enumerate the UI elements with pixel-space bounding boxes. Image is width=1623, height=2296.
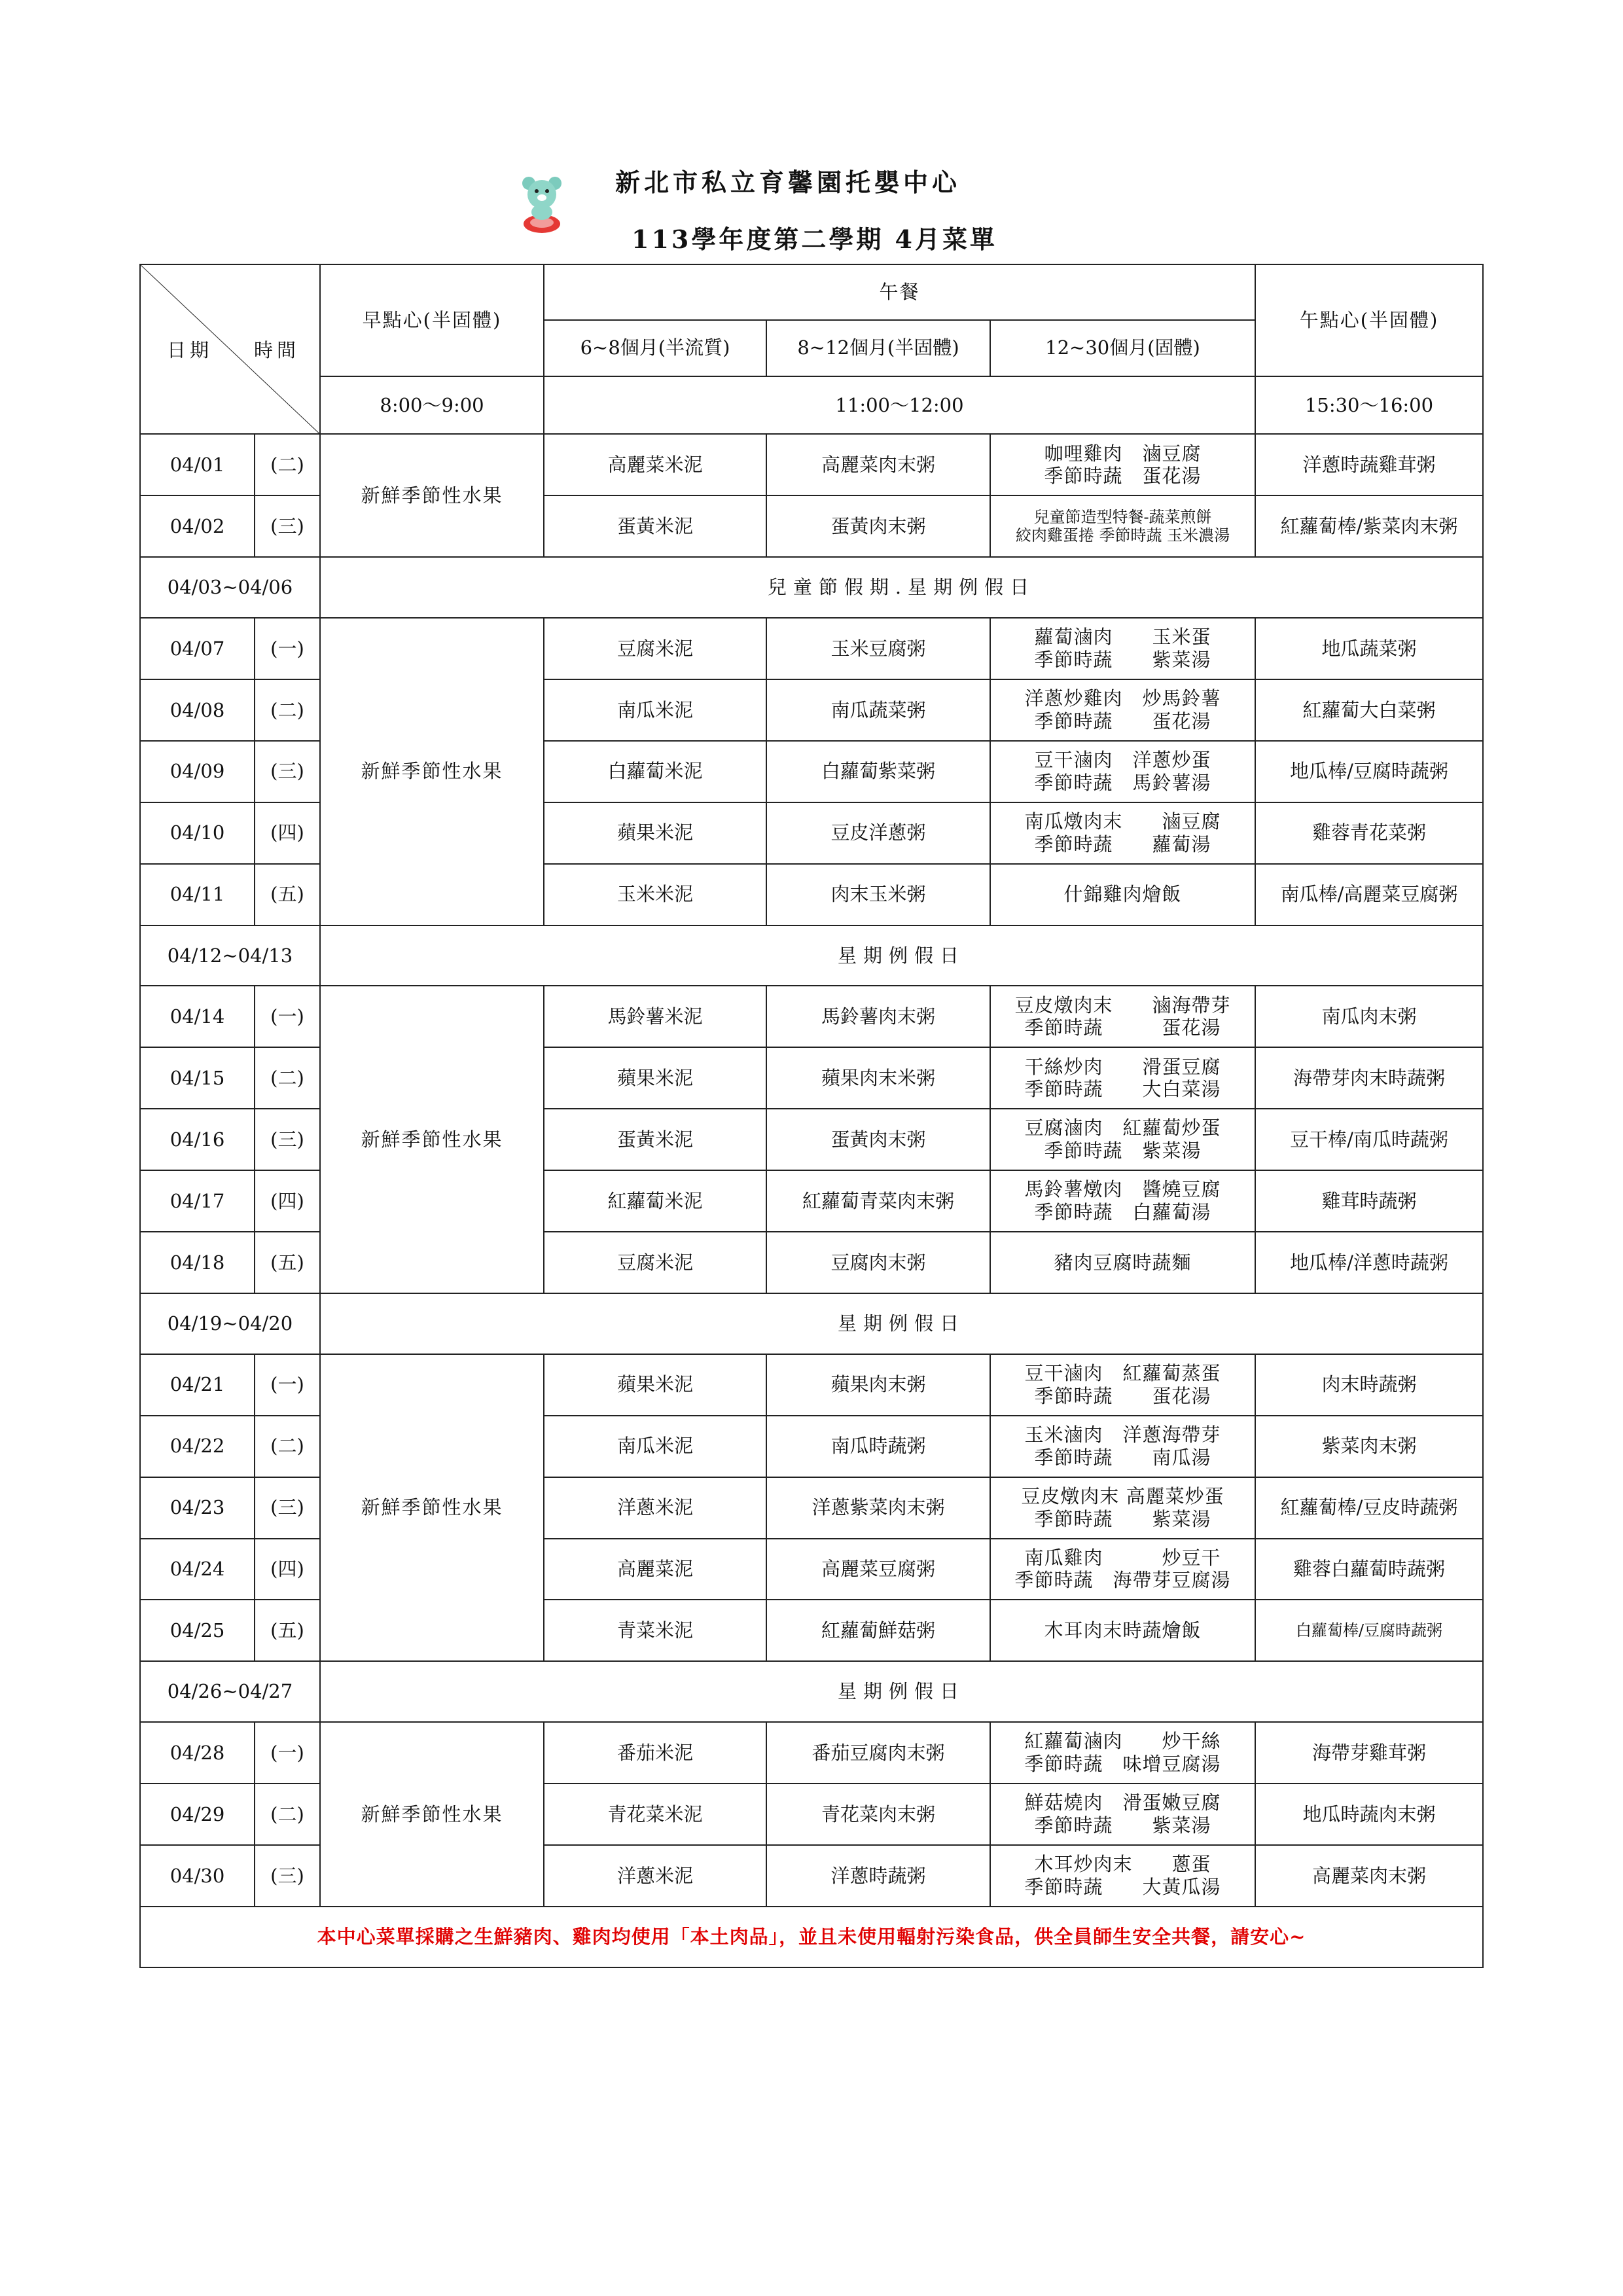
lunch-12-30-cell bbox=[990, 1722, 1255, 1784]
row-date: 04/28 bbox=[140, 1722, 255, 1784]
afternoon-snack-cell: 雞蓉白蘿蔔時蔬粥 bbox=[1255, 1539, 1483, 1600]
lunch-8-12-cell: 豆皮洋蔥粥 bbox=[766, 802, 990, 864]
row-date: 04/16 bbox=[140, 1109, 255, 1170]
bear-logo-icon bbox=[516, 171, 568, 237]
lunch-8-12-cell: 豆腐肉末粥 bbox=[766, 1232, 990, 1293]
row-weekday: (二) bbox=[255, 679, 320, 741]
lunch-12-30-line: 季節時蔬 蛋花湯 bbox=[1034, 709, 1211, 732]
menu-table bbox=[139, 264, 1484, 1968]
lunch-12-30-line: 豆皮燉肉末 高麗菜炒蛋 bbox=[1021, 1484, 1224, 1507]
afternoon-time: 15:30～16:00 bbox=[1255, 376, 1483, 435]
menu-row bbox=[140, 618, 1483, 679]
lunch-12-30-line: 馬鈴薯燉肉 醬燒豆腐 bbox=[1024, 1178, 1221, 1201]
row-weekday: (三) bbox=[255, 1845, 320, 1907]
lunch-8-12-cell: 白蘿蔔紫菜粥 bbox=[766, 741, 990, 802]
lunch-12-30-line: 季節時蔬 蛋花湯 bbox=[1034, 1384, 1211, 1407]
lunch-12-30-line: 紅蘿蔔滷肉 炒干絲 bbox=[1024, 1730, 1221, 1753]
lunch-12-30-line: 季節時蔬 蛋花湯 bbox=[1044, 465, 1202, 488]
morning-fruit-cell: 新鮮季節性水果 bbox=[320, 434, 544, 557]
time-label: 時間 bbox=[253, 338, 300, 361]
row-weekday: (五) bbox=[255, 864, 320, 925]
row-weekday: (一) bbox=[255, 618, 320, 679]
lunch-8-12-cell: 蘋果肉末米粥 bbox=[766, 1047, 990, 1109]
header-row-3 bbox=[140, 376, 1483, 435]
lunch-12-30-cell bbox=[990, 434, 1255, 495]
row-weekday: (四) bbox=[255, 1539, 320, 1600]
lunch-8-12-cell: 南瓜蔬菜粥 bbox=[766, 679, 990, 741]
lunch-12-30-line: 季節時蔬 海帶芽豆腐湯 bbox=[1014, 1569, 1231, 1592]
afternoon-snack-cell: 南瓜肉末粥 bbox=[1255, 986, 1483, 1047]
lunch-12-30-line: 季節時蔬 紫菜湯 bbox=[1034, 1507, 1211, 1530]
row-weekday: (四) bbox=[255, 1170, 320, 1232]
lunch-12-30-cell bbox=[990, 1109, 1255, 1170]
lunch-8-12-cell: 馬鈴薯肉末粥 bbox=[766, 986, 990, 1047]
lunch-12-30-cell bbox=[990, 1600, 1255, 1661]
lunch-12-30-line: 季節時蔬 大白菜湯 bbox=[1024, 1078, 1221, 1101]
lunch-12-30-line: 季節時蔬 紫菜湯 bbox=[1034, 1814, 1211, 1837]
afternoon-snack-cell: 紫菜肉末粥 bbox=[1255, 1416, 1483, 1477]
afternoon-snack-cell: 雞蓉青花菜粥 bbox=[1255, 802, 1483, 864]
school-name: 新北市私立育馨園托嬰中心 bbox=[615, 168, 961, 197]
row-weekday: (五) bbox=[255, 1232, 320, 1293]
afternoon-snack-header: 午點心(半固體) bbox=[1255, 264, 1483, 376]
lunch-12-30-line: 季節時蔬 紫菜湯 bbox=[1044, 1139, 1202, 1162]
row-weekday: (二) bbox=[255, 1416, 320, 1477]
lunch-12-30-cell bbox=[990, 1170, 1255, 1232]
menu-row bbox=[140, 434, 1483, 495]
row-weekday: (三) bbox=[255, 495, 320, 557]
lunch-8-12-cell: 蘋果肉末粥 bbox=[766, 1354, 990, 1416]
lunch-12-30-line: 什錦雞肉燴飯 bbox=[1063, 883, 1182, 906]
afternoon-snack-cell: 南瓜棒/高麗菜豆腐粥 bbox=[1255, 864, 1483, 925]
lunch-12-30-cell bbox=[990, 1845, 1255, 1907]
menu-row bbox=[140, 1722, 1483, 1784]
lunch-12-30-line: 木耳肉末時蔬燴飯 bbox=[1044, 1619, 1202, 1641]
lunch-12-30-line: 南瓜雞肉 炒豆干 bbox=[1024, 1546, 1221, 1569]
afternoon-snack-cell: 肉末時蔬粥 bbox=[1255, 1354, 1483, 1416]
lunch-6-8-cell: 洋蔥米泥 bbox=[544, 1845, 766, 1907]
lunch-12-30-line: 干絲炒肉 滑蛋豆腐 bbox=[1024, 1055, 1221, 1078]
afternoon-snack-cell: 海帶芽雞茸粥 bbox=[1255, 1722, 1483, 1784]
lunch-12-30-line: 絞肉雞蛋捲 季節時蔬 玉米濃湯 bbox=[1015, 526, 1230, 545]
afternoon-snack-cell: 地瓜棒/洋蔥時蔬粥 bbox=[1255, 1232, 1483, 1293]
row-date: 04/01 bbox=[140, 434, 255, 495]
lunch-12-30-line: 季節時蔬 味增豆腐湯 bbox=[1024, 1753, 1221, 1776]
row-weekday: (五) bbox=[255, 1600, 320, 1661]
lunch-12-30-cell bbox=[990, 679, 1255, 741]
lunch-12-30-cell bbox=[990, 1354, 1255, 1416]
row-date: 04/17 bbox=[140, 1170, 255, 1232]
lunch-6-8-cell: 南瓜米泥 bbox=[544, 679, 766, 741]
lunch-8-12-cell: 蛋黃肉末粥 bbox=[766, 1109, 990, 1170]
row-weekday: (二) bbox=[255, 1047, 320, 1109]
row-weekday: (一) bbox=[255, 1722, 320, 1784]
lunch-6-8-cell: 玉米米泥 bbox=[544, 864, 766, 925]
morning-fruit-cell: 新鮮季節性水果 bbox=[320, 1354, 544, 1661]
lunch-8-12-cell: 高麗菜肉末粥 bbox=[766, 434, 990, 495]
lunch-6-8-cell: 番茄米泥 bbox=[544, 1722, 766, 1784]
lunch-6-8-cell: 白蘿蔔米泥 bbox=[544, 741, 766, 802]
row-weekday: (二) bbox=[255, 434, 320, 495]
lunch-8-12-cell: 肉末玉米粥 bbox=[766, 864, 990, 925]
lunch-12-30-cell bbox=[990, 986, 1255, 1047]
lunch-12-30-cell bbox=[990, 1477, 1255, 1539]
afternoon-snack-cell: 紅蘿蔔棒/紫菜肉末粥 bbox=[1255, 495, 1483, 557]
holiday-date: 04/12~04/13 bbox=[140, 925, 320, 986]
lunch-12-30-line: 季節時蔬 白蘿蔔湯 bbox=[1034, 1201, 1211, 1224]
row-date: 04/24 bbox=[140, 1539, 255, 1600]
lunch-12-30-line: 鮮菇燒肉 滑蛋嫩豆腐 bbox=[1024, 1791, 1221, 1814]
holiday-text: 星期例假日 bbox=[320, 1661, 1483, 1722]
row-date: 04/11 bbox=[140, 864, 255, 925]
lunch-12-30-cell bbox=[990, 1047, 1255, 1109]
lunch-8-12-cell: 玉米豆腐粥 bbox=[766, 618, 990, 679]
lunch-12-30-line: 豆腐滷肉 紅蘿蔔炒蛋 bbox=[1024, 1117, 1221, 1139]
menu-row bbox=[140, 986, 1483, 1047]
lunch-12-30-header: 12~30個月(固體) bbox=[990, 320, 1255, 376]
lunch-12-30-line: 季節時蔬 蘿蔔湯 bbox=[1034, 833, 1211, 855]
row-date: 04/25 bbox=[140, 1600, 255, 1661]
lunch-12-30-line: 豆皮燉肉末 滷海帶芽 bbox=[1014, 994, 1231, 1016]
holiday-date: 04/26~04/27 bbox=[140, 1661, 320, 1722]
lunch-12-30-line: 玉米滷肉 洋蔥海帶芽 bbox=[1024, 1423, 1221, 1446]
lunch-12-30-cell bbox=[990, 1784, 1255, 1845]
afternoon-snack-cell: 海帶芽肉末時蔬粥 bbox=[1255, 1047, 1483, 1109]
lunch-6-8-cell: 高麗菜泥 bbox=[544, 1539, 766, 1600]
morning-fruit-cell: 新鮮季節性水果 bbox=[320, 986, 544, 1293]
menu-title: 113學年度第二學期 4月菜單 bbox=[632, 224, 997, 254]
lunch-6-8-header: 6~8個月(半流質) bbox=[544, 320, 766, 376]
lunch-12-30-line: 季節時蔬 紫菜湯 bbox=[1034, 649, 1211, 672]
page-header bbox=[0, 0, 1623, 262]
row-date: 04/07 bbox=[140, 618, 255, 679]
lunch-header: 午餐 bbox=[544, 264, 1255, 320]
holiday-row bbox=[140, 1293, 1483, 1354]
holiday-text: 星期例假日 bbox=[320, 925, 1483, 986]
lunch-12-30-line: 季節時蔬 馬鈴薯湯 bbox=[1034, 771, 1211, 794]
lunch-12-30-line: 豬肉豆腐時蔬麵 bbox=[1054, 1251, 1192, 1274]
date-label: 日期 bbox=[167, 338, 213, 361]
lunch-6-8-cell: 蘋果米泥 bbox=[544, 1354, 766, 1416]
date-time-corner-cell bbox=[140, 264, 320, 434]
lunch-8-12-cell: 洋蔥時蔬粥 bbox=[766, 1845, 990, 1907]
morning-fruit-cell: 新鮮季節性水果 bbox=[320, 618, 544, 925]
row-date: 04/30 bbox=[140, 1845, 255, 1907]
lunch-12-30-cell bbox=[990, 1416, 1255, 1477]
lunch-12-30-line: 咖哩雞肉 滷豆腐 bbox=[1044, 442, 1202, 465]
lunch-12-30-cell bbox=[990, 1232, 1255, 1293]
row-date: 04/02 bbox=[140, 495, 255, 557]
row-weekday: (三) bbox=[255, 1477, 320, 1539]
lunch-12-30-cell bbox=[990, 802, 1255, 864]
lunch-6-8-cell: 紅蘿蔔米泥 bbox=[544, 1170, 766, 1232]
lunch-12-30-line: 季節時蔬 大黃瓜湯 bbox=[1024, 1875, 1221, 1898]
lunch-12-30-cell bbox=[990, 618, 1255, 679]
lunch-12-30-cell bbox=[990, 1539, 1255, 1600]
lunch-6-8-cell: 蘋果米泥 bbox=[544, 802, 766, 864]
lunch-12-30-line: 木耳炒肉末 蔥蛋 bbox=[1034, 1853, 1211, 1876]
row-date: 04/23 bbox=[140, 1477, 255, 1539]
afternoon-snack-cell: 豆干棒/南瓜時蔬粥 bbox=[1255, 1109, 1483, 1170]
morning-snack-header: 早點心(半固體) bbox=[320, 264, 544, 376]
lunch-8-12-cell: 南瓜時蔬粥 bbox=[766, 1416, 990, 1477]
footer-row bbox=[140, 1907, 1483, 1967]
lunch-12-30-cell bbox=[990, 495, 1255, 557]
holiday-row bbox=[140, 1661, 1483, 1722]
lunch-8-12-cell: 蛋黃肉末粥 bbox=[766, 495, 990, 557]
lunch-12-30-line: 洋蔥炒雞肉 炒馬鈴薯 bbox=[1024, 687, 1221, 710]
row-weekday: (三) bbox=[255, 741, 320, 802]
lunch-6-8-cell: 洋蔥米泥 bbox=[544, 1477, 766, 1539]
lunch-6-8-cell: 蘋果米泥 bbox=[544, 1047, 766, 1109]
afternoon-snack-cell: 紅蘿蔔大白菜粥 bbox=[1255, 679, 1483, 741]
lunch-8-12-cell: 紅蘿蔔青菜肉末粥 bbox=[766, 1170, 990, 1232]
afternoon-snack-cell: 地瓜時蔬肉末粥 bbox=[1255, 1784, 1483, 1845]
lunch-12-30-line: 兒童節造型特餐-蔬菜煎餅 bbox=[1033, 507, 1212, 526]
row-date: 04/15 bbox=[140, 1047, 255, 1109]
lunch-6-8-cell: 蛋黃米泥 bbox=[544, 495, 766, 557]
holiday-text: 星期例假日 bbox=[320, 1293, 1483, 1354]
row-weekday: (一) bbox=[255, 1354, 320, 1416]
afternoon-snack-cell: 地瓜蔬菜粥 bbox=[1255, 618, 1483, 679]
lunch-12-30-line: 豆干滷肉 紅蘿蔔蒸蛋 bbox=[1024, 1361, 1221, 1384]
row-weekday: (三) bbox=[255, 1109, 320, 1170]
lunch-6-8-cell: 豆腐米泥 bbox=[544, 1232, 766, 1293]
lunch-6-8-cell: 蛋黃米泥 bbox=[544, 1109, 766, 1170]
afternoon-snack-cell: 紅蘿蔔棒/豆皮時蔬粥 bbox=[1255, 1477, 1483, 1539]
lunch-12-30-line: 季節時蔬 蛋花湯 bbox=[1024, 1016, 1221, 1039]
morning-time: 8:00～9:00 bbox=[320, 376, 544, 435]
lunch-12-30-cell bbox=[990, 864, 1255, 925]
lunch-12-30-line: 豆干滷肉 洋蔥炒蛋 bbox=[1034, 749, 1211, 772]
afternoon-snack-cell: 高麗菜肉末粥 bbox=[1255, 1845, 1483, 1907]
row-date: 04/10 bbox=[140, 802, 255, 864]
afternoon-snack-cell: 地瓜棒/豆腐時蔬粥 bbox=[1255, 741, 1483, 802]
lunch-12-30-cell bbox=[990, 741, 1255, 802]
holiday-text: 兒童節假期.星期例假日 bbox=[320, 557, 1483, 618]
row-weekday: (一) bbox=[255, 986, 320, 1047]
lunch-8-12-cell: 紅蘿蔔鮮菇粥 bbox=[766, 1600, 990, 1661]
lunch-12-30-line: 南瓜燉肉末 滷豆腐 bbox=[1024, 810, 1221, 833]
lunch-8-12-cell: 青花菜肉末粥 bbox=[766, 1784, 990, 1845]
holiday-date: 04/03~04/06 bbox=[140, 557, 320, 618]
holiday-date: 04/19~04/20 bbox=[140, 1293, 320, 1354]
row-weekday: (二) bbox=[255, 1784, 320, 1845]
lunch-6-8-cell: 南瓜米泥 bbox=[544, 1416, 766, 1477]
lunch-8-12-cell: 洋蔥紫菜肉末粥 bbox=[766, 1477, 990, 1539]
row-date: 04/14 bbox=[140, 986, 255, 1047]
row-date: 04/22 bbox=[140, 1416, 255, 1477]
afternoon-snack-cell: 雞茸時蔬粥 bbox=[1255, 1170, 1483, 1232]
lunch-8-12-header: 8~12個月(半固體) bbox=[766, 320, 990, 376]
lunch-12-30-line: 季節時蔬 南瓜湯 bbox=[1034, 1446, 1211, 1469]
lunch-6-8-cell: 青花菜米泥 bbox=[544, 1784, 766, 1845]
afternoon-snack-cell: 洋蔥時蔬雞茸粥 bbox=[1255, 434, 1483, 495]
row-date: 04/08 bbox=[140, 679, 255, 741]
lunch-12-30-line: 蘿蔔滷肉 玉米蛋 bbox=[1034, 626, 1211, 649]
holiday-row bbox=[140, 557, 1483, 618]
footer-notice: 本中心菜單採購之生鮮豬肉、雞肉均使用「本土肉品」，並且未使用輻射污染食品，供全員師生安全共餐，請安心~ bbox=[140, 1907, 1483, 1967]
afternoon-snack-cell: 白蘿蔔棒/豆腐時蔬粥 bbox=[1255, 1600, 1483, 1661]
lunch-8-12-cell: 高麗菜豆腐粥 bbox=[766, 1539, 990, 1600]
morning-fruit-cell: 新鮮季節性水果 bbox=[320, 1722, 544, 1907]
holiday-row bbox=[140, 925, 1483, 986]
menu-row bbox=[140, 1354, 1483, 1416]
lunch-6-8-cell: 青菜米泥 bbox=[544, 1600, 766, 1661]
lunch-8-12-cell: 番茄豆腐肉末粥 bbox=[766, 1722, 990, 1784]
row-weekday: (四) bbox=[255, 802, 320, 864]
header-row-1 bbox=[140, 264, 1483, 320]
row-date: 04/18 bbox=[140, 1232, 255, 1293]
row-date: 04/21 bbox=[140, 1354, 255, 1416]
lunch-6-8-cell: 豆腐米泥 bbox=[544, 618, 766, 679]
lunch-6-8-cell: 高麗菜米泥 bbox=[544, 434, 766, 495]
lunch-time: 11:00～12:00 bbox=[544, 376, 1255, 435]
lunch-6-8-cell: 馬鈴薯米泥 bbox=[544, 986, 766, 1047]
row-date: 04/09 bbox=[140, 741, 255, 802]
row-date: 04/29 bbox=[140, 1784, 255, 1845]
